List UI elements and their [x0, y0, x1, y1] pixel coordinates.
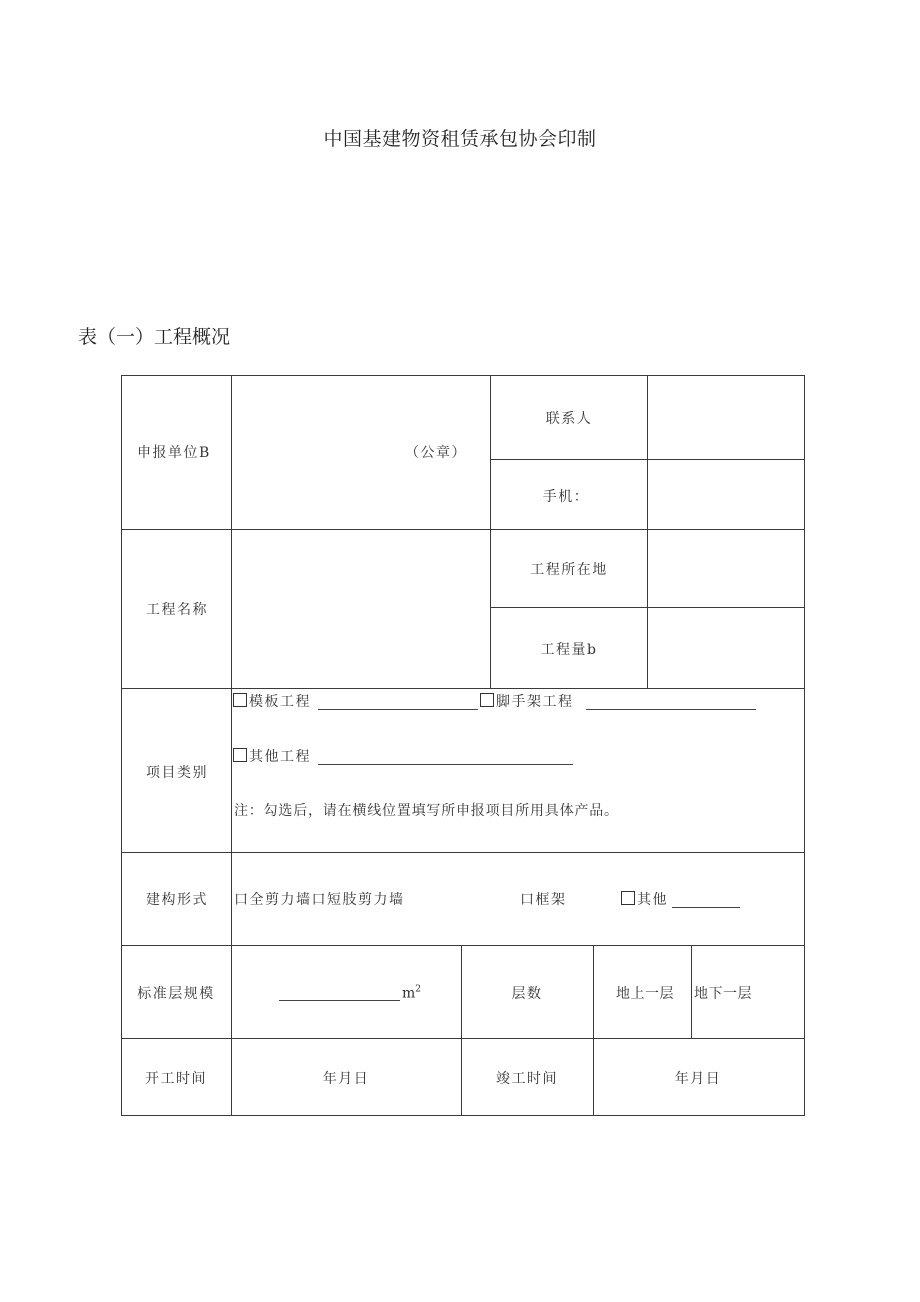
formwork-option-label: 模板工程: [249, 694, 311, 710]
document-header: 中国基建物资租赁承包协会印制: [323, 128, 597, 150]
area-blank-line[interactable]: [279, 1000, 400, 1001]
start-date-value[interactable]: 年月日: [322, 1071, 370, 1087]
row-divider: [121, 688, 805, 689]
std-floor-label: 标准层规模: [137, 986, 215, 1002]
applicant-label: 申报单位B: [137, 445, 211, 461]
other-project-option[interactable]: [233, 746, 311, 766]
quantity-label: 工程量b: [540, 642, 598, 658]
finish-date-value[interactable]: 年月日: [674, 1071, 722, 1087]
scaffold-option-label: 脚手架工程: [496, 694, 574, 710]
project-name-label: 工程名称: [146, 602, 208, 618]
location-label: 工程所在地: [530, 562, 608, 578]
col-divider: [647, 375, 648, 689]
table-border-right: [804, 375, 805, 1116]
structure-other-label: 其他: [637, 892, 668, 908]
row-divider: [121, 852, 805, 853]
category-note: 注：勾选后，请在横线位置填写所申报项目所用具体产品。: [234, 803, 619, 819]
col-divider: [490, 375, 491, 689]
scaffold-checkbox[interactable]: [480, 693, 494, 707]
structure-frame-option[interactable]: 口框架: [520, 892, 567, 908]
col-divider: [461, 945, 462, 1116]
other-project-option-label: 其他工程: [249, 749, 311, 765]
structure-other-option[interactable]: [621, 889, 668, 909]
contact-label: 联系人: [545, 411, 593, 427]
structure-label: 建构形式: [146, 892, 208, 908]
floors-label: 层数: [511, 986, 543, 1002]
phone-label: 手机：: [542, 489, 590, 505]
scaffold-blank-line[interactable]: [586, 709, 756, 710]
scaffold-option[interactable]: [480, 691, 574, 711]
table-border-top: [121, 375, 805, 376]
floors-above: 地上一层: [616, 986, 674, 1002]
structure-wall-options[interactable]: 口全剪力墙口短肢剪力墙: [234, 892, 405, 908]
section-title: 表（一）工程概况: [78, 326, 231, 348]
col-divider: [691, 945, 692, 1039]
formwork-blank-line[interactable]: [318, 709, 478, 710]
other-project-checkbox[interactable]: [233, 748, 247, 762]
area-unit-exponent: 2: [415, 984, 422, 995]
seal-text: （公章）: [405, 445, 467, 461]
row-divider: [121, 1038, 805, 1039]
start-time-label: 开工时间: [145, 1071, 207, 1087]
finish-time-label: 竣工时间: [496, 1071, 558, 1087]
area-unit: [402, 985, 421, 1002]
category-label: 项目类别: [146, 765, 208, 781]
col-divider: [593, 945, 594, 1116]
table-border-bottom: [121, 1115, 805, 1116]
row-divider: [121, 945, 805, 946]
area-unit-base: m: [402, 985, 416, 1002]
row-divider: [121, 529, 805, 530]
col-divider: [231, 375, 232, 1116]
formwork-option[interactable]: [233, 691, 311, 711]
formwork-checkbox[interactable]: [233, 693, 247, 707]
structure-other-blank-line[interactable]: [672, 907, 740, 908]
table-border-left: [121, 375, 122, 1116]
structure-other-checkbox[interactable]: [621, 891, 635, 905]
other-project-blank-line[interactable]: [318, 764, 573, 765]
floors-below: 地下一层: [694, 986, 752, 1002]
